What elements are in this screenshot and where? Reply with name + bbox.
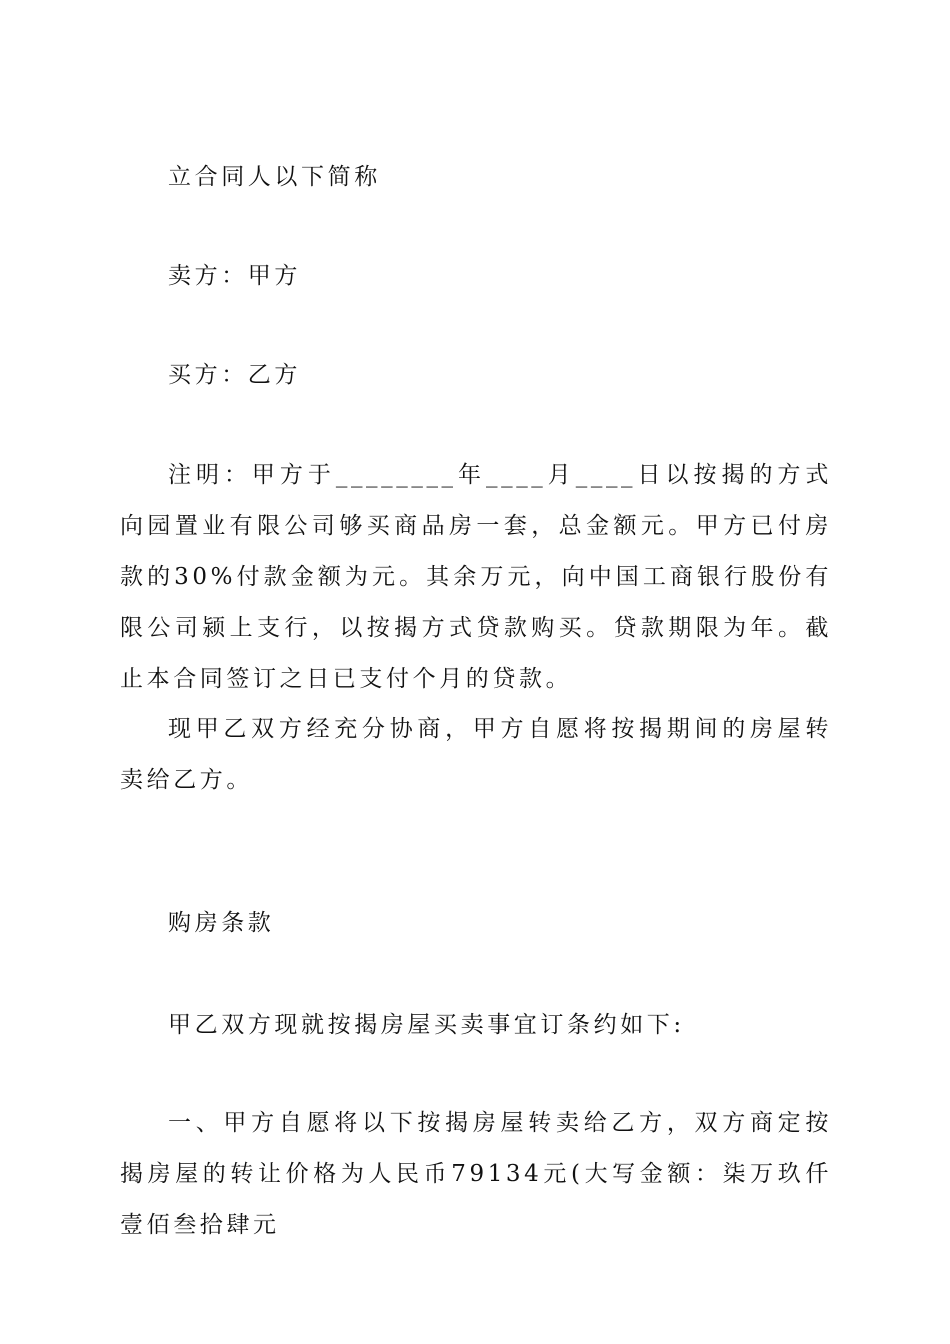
negotiation-paragraph: 现甲乙双方经充分协商，甲方自愿将按揭期间的房屋转卖给乙方。: [120, 716, 832, 793]
clause-one-paragraph: 一、甲方自愿将以下按揭房屋转卖给乙方，双方商定按揭房屋的转让价格为人民币79134元(大写金额：柒万玖仟壹佰叁拾肆元: [120, 1110, 832, 1238]
terms-intro-line: 甲乙双方现就按揭房屋买卖事宜订条约如下:: [168, 1012, 685, 1038]
seller-line: 卖方：甲方: [168, 263, 301, 289]
parties-intro-line: 立合同人以下简称: [168, 164, 381, 190]
section-heading-purchase-terms: 购房条款: [168, 910, 275, 936]
note-paragraph: 注明：甲方于________年____月____日以按揭的方式向园置业有限公司够买商品房一套，总金额元。甲方已付房款的30%付款金额为元。其余万元，向中国工商银行股份有限公司颍上支行，以按揭方式贷款购买。贷款期限为年。截止本合同签订之日已支付个月的贷款。: [120, 462, 832, 692]
buyer-line: 买方：乙方: [168, 362, 301, 388]
